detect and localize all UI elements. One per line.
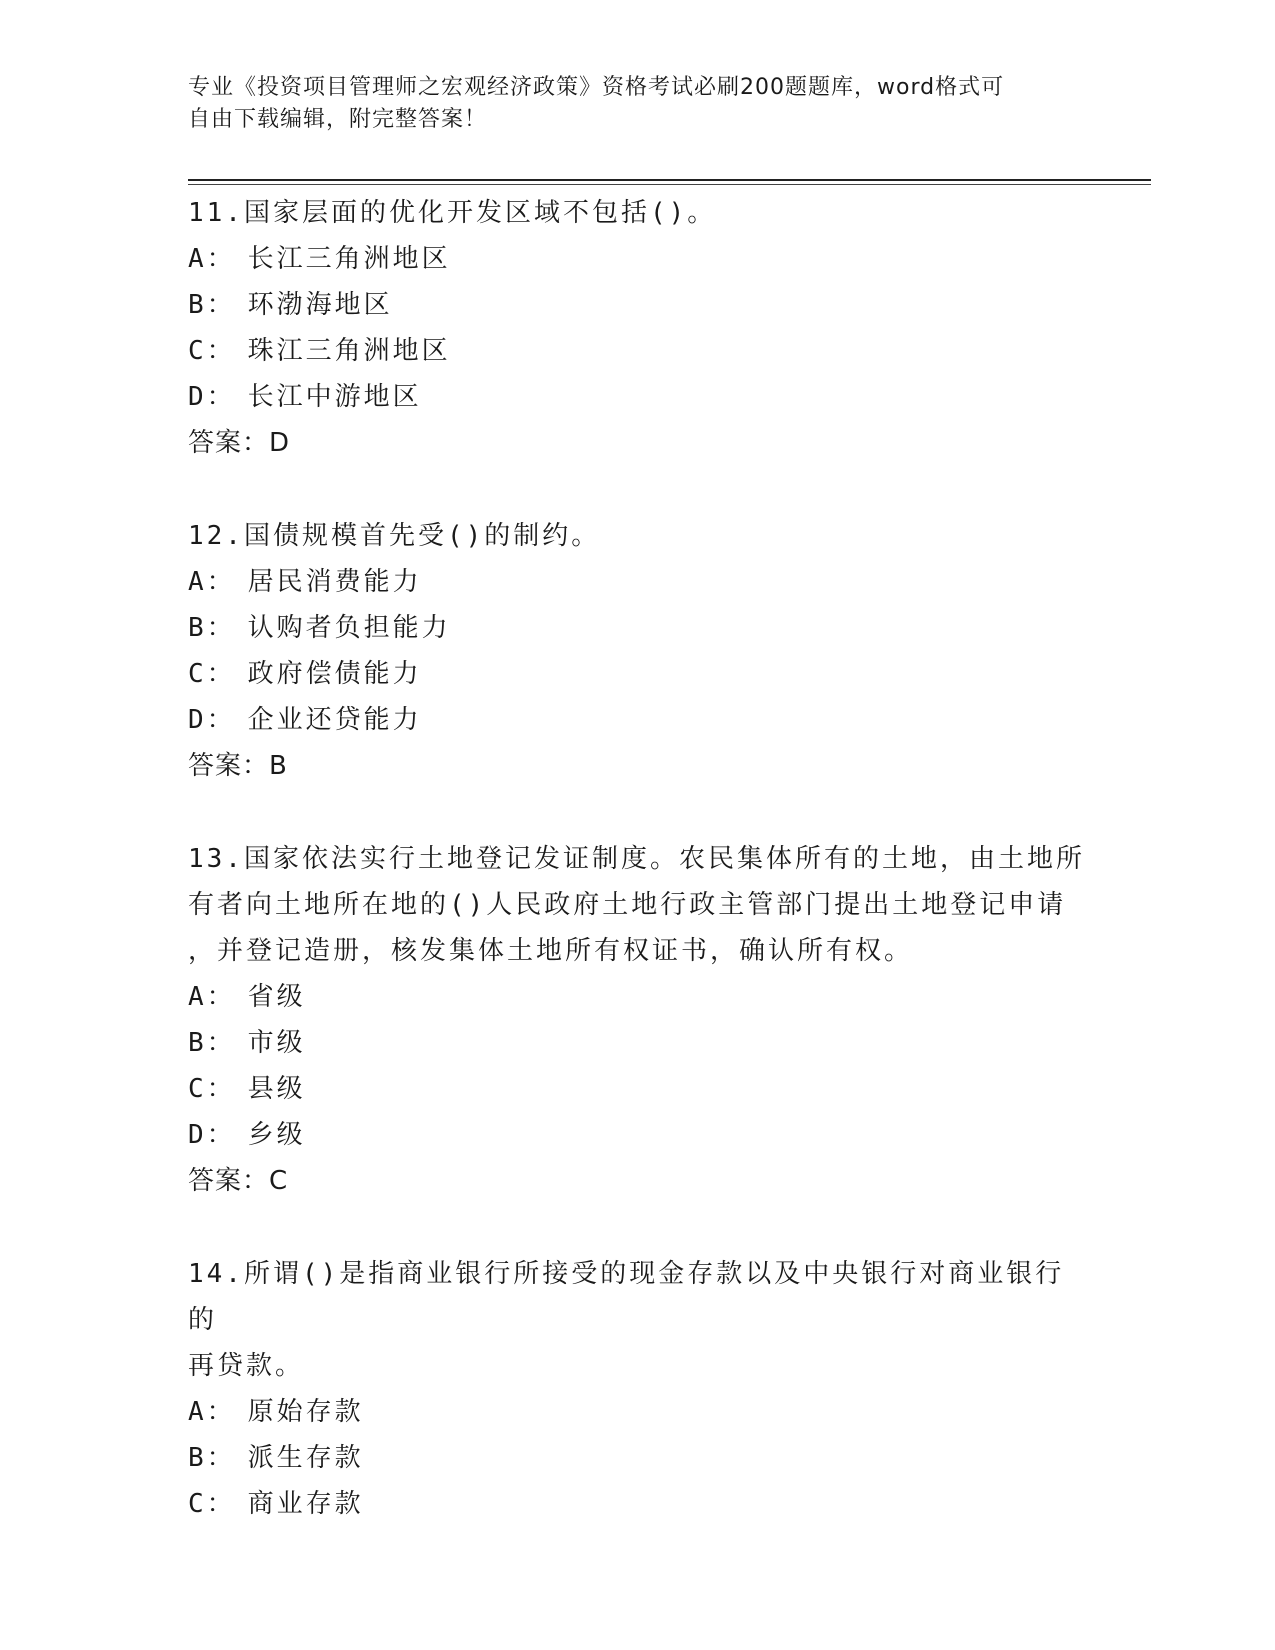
option-c: [188, 651, 1088, 697]
question-list: [188, 190, 1088, 1527]
question-13: [188, 836, 1088, 1204]
option-d: [188, 374, 1088, 420]
option-text: 政府偿债能力: [247, 659, 422, 689]
option-label: C：: [188, 1489, 236, 1519]
option-text: 长江中游地区: [247, 382, 422, 412]
option-a: [188, 559, 1088, 605]
option-c: [188, 1481, 1088, 1527]
option-c: [188, 328, 1088, 374]
option-text: 乡级: [247, 1120, 306, 1150]
option-label: A：: [188, 244, 236, 274]
option-label: C：: [188, 336, 236, 366]
option-text: 长江三角洲地区: [247, 244, 451, 274]
option-label: C：: [188, 1074, 236, 1104]
option-text: 居民消费能力: [247, 567, 422, 597]
header-line-1: 专业《投资项目管理师之宏观经济政策》资格考试必刷200题题库，word格式可: [188, 75, 1005, 100]
question-stem-line: 再贷款。: [188, 1351, 305, 1381]
option-b: [188, 1435, 1088, 1481]
question-14: [188, 1251, 1088, 1527]
option-text: 认购者负担能力: [247, 613, 451, 643]
option-label: C：: [188, 659, 236, 689]
question-stem-line: ，并登记造册，核发集体土地所有权证书，确认所有权。: [188, 936, 914, 966]
option-label: B：: [188, 613, 236, 643]
answer-line: 答案：C: [188, 1166, 289, 1196]
option-c: [188, 1066, 1088, 1112]
question-stem-line: 13.国家依法实行土地登记发证制度。农民集体所有的土地，由土地所: [188, 844, 1085, 874]
option-text: 商业存款: [247, 1489, 364, 1519]
question-stem-line: 有者向土地所在地的()人民政府土地行政主管部门提出土地登记申请: [188, 890, 1067, 920]
option-b: [188, 605, 1088, 651]
option-label: A：: [188, 1397, 236, 1427]
option-b: [188, 1020, 1088, 1066]
option-d: [188, 697, 1088, 743]
option-label: A：: [188, 982, 236, 1012]
header-divider: [188, 179, 1151, 185]
option-label: D：: [188, 705, 236, 735]
answer-line: 答案：D: [188, 428, 291, 458]
option-text: 珠江三角洲地区: [247, 336, 451, 366]
option-d: [188, 1112, 1088, 1158]
option-text: 县级: [247, 1074, 306, 1104]
option-text: 省级: [247, 982, 306, 1012]
option-label: B：: [188, 1028, 236, 1058]
option-a: [188, 974, 1088, 1020]
option-text: 市级: [247, 1028, 306, 1058]
option-a: [188, 1389, 1088, 1435]
option-label: D：: [188, 1120, 236, 1150]
option-text: 企业还贷能力: [247, 705, 422, 735]
option-label: B：: [188, 1443, 236, 1473]
question-stem-line: 14.所谓()是指商业银行所接受的现金存款以及中央银行对商业银行的: [188, 1259, 1065, 1335]
answer-line: 答案：B: [188, 751, 288, 781]
option-a: [188, 236, 1088, 282]
option-text: 派生存款: [247, 1443, 364, 1473]
option-text: 环渤海地区: [247, 290, 393, 320]
question-stem: 12.国债规模首先受()的制约。: [188, 521, 601, 551]
header-line-2: 自由下载编辑，附完整答案！: [188, 107, 488, 132]
option-b: [188, 282, 1088, 328]
question-12: [188, 513, 1088, 789]
document-header: [188, 72, 1088, 136]
option-label: B：: [188, 290, 236, 320]
option-text: 原始存款: [247, 1397, 364, 1427]
question-stem: 11.国家层面的优化开发区域不包括()。: [188, 198, 717, 228]
question-11: [188, 190, 1088, 466]
option-label: A：: [188, 567, 236, 597]
option-label: D：: [188, 382, 236, 412]
